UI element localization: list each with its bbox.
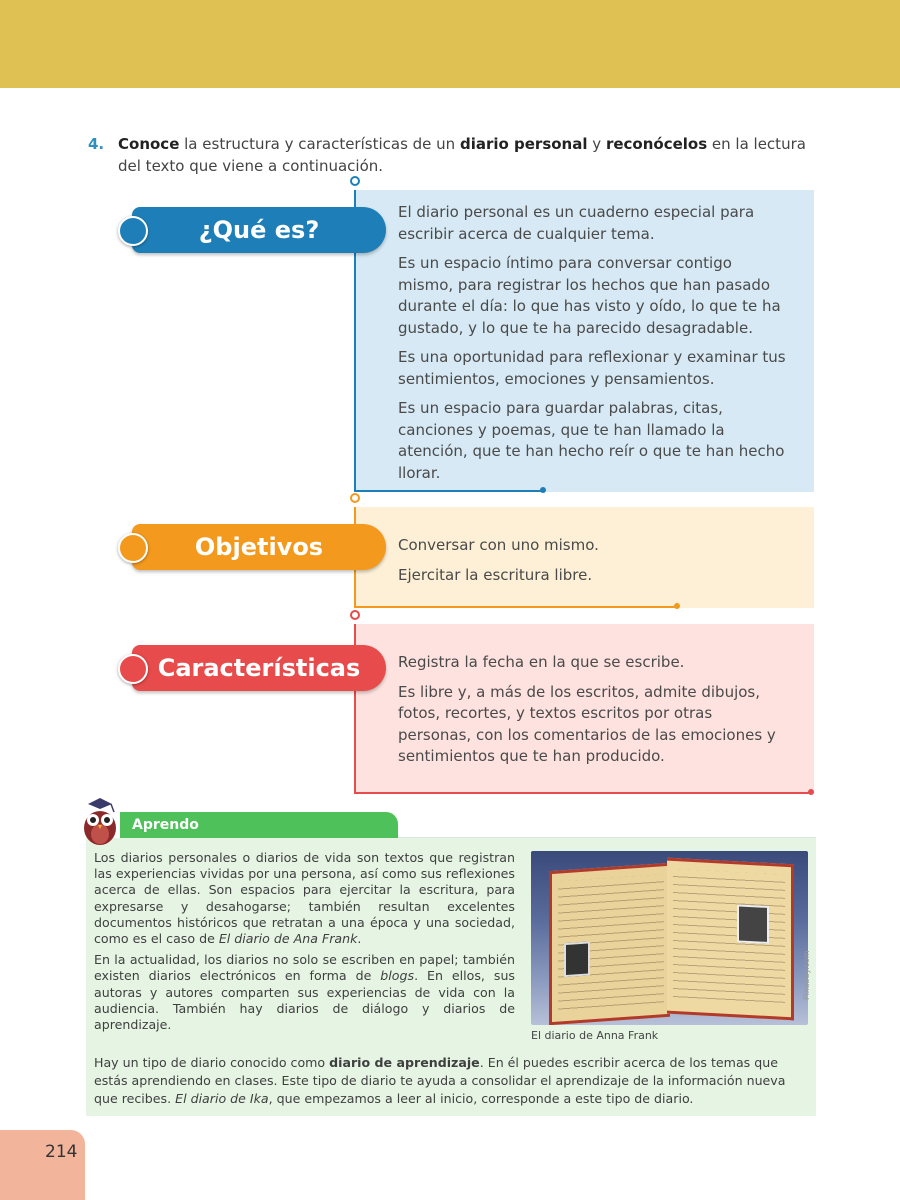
portrait-photo — [737, 904, 769, 944]
instruction-keyword: diario personal — [459, 135, 588, 153]
objective-item: Conversar con uno mismo. — [398, 536, 599, 554]
aprendo-box — [86, 812, 816, 1116]
aprendo-paragraph — [94, 1054, 808, 1108]
bullet-ball-icon — [118, 216, 148, 246]
instruction-keyword: Conoce — [118, 135, 180, 153]
text-segment: Los diarios personales o diarios de vida son textos que registran las experiencias vividas por una persona, así como sus reflexiones acerca de ellas. Son espacios para ejercitar la escritura, para expresarse y desahogarse; también resultan excelentes documentos históricos que retratan a una época y una sociedad, como es el caso de — [94, 850, 515, 947]
bullet-ball-icon — [118, 654, 148, 684]
connector-dot — [540, 487, 546, 493]
top-color-band — [0, 0, 900, 88]
photo-credit: Pixabay.com — [802, 950, 811, 1000]
page-number-tab — [0, 1130, 85, 1200]
caracteristicas-box — [354, 624, 814, 794]
connector-dot — [350, 610, 360, 620]
anna-frank-diary-photo — [531, 851, 808, 1025]
page-number: 214 — [45, 1142, 78, 1162]
connector-line — [354, 792, 812, 794]
section-title: Objetivos — [194, 533, 324, 561]
bullet-ball-icon — [118, 533, 148, 563]
characteristic-item: Es libre y, a más de los escritos, admite dibujos, fotos, recortes, y textos escritos por otras personas, con los comentarios de las emociones y sentimientos que te han producido. — [398, 682, 776, 765]
text-segment: En la actualidad, los diarios no solo se escriben en papel; también existen diarios electrónicos en forma de — [94, 952, 515, 984]
aprendo-tab — [120, 812, 398, 838]
instruction-segment: y — [587, 135, 606, 153]
characteristic-item: Registra la fecha en la que se escribe. — [398, 653, 685, 671]
definition-paragraph: El diario personal es un cuaderno especial para escribir acerca de cualquier tema. — [398, 203, 755, 243]
diary-right-page — [667, 858, 794, 1021]
instruction-segment: en la lectura del texto que viene a continuación. — [118, 135, 806, 175]
italic-term: blogs — [380, 968, 415, 984]
que-es-box — [354, 190, 814, 492]
text-segment: . En ellos, sus autoras y autores comparten sus experiencias de vida con la audiencia. También hay diarios de diálogo y diarios de aprendizaje. — [94, 968, 515, 1033]
aprendo-body — [86, 838, 816, 1116]
connector-line — [354, 606, 678, 608]
aprendo-text-column — [94, 850, 515, 1038]
instruction-segment: la estructura y características de un — [179, 135, 460, 153]
objetivos-heading — [132, 524, 386, 570]
book-title: El diario de Ika — [175, 1091, 269, 1106]
objetivos-box — [354, 507, 814, 608]
objective-item: Ejercitar la escritura libre. — [398, 565, 593, 584]
activity-number: 4. — [88, 135, 105, 153]
diary-left-page — [549, 863, 670, 1025]
connector-dot — [674, 603, 680, 609]
connector-dot — [350, 176, 360, 186]
connector-dot — [350, 493, 360, 503]
text-segment: . En él puedes escribir acerca de los temas que estás aprendiendo en clases. Este tipo de diario te ayuda a consolidar el aprendizaje de la información nueva que recibes. — [94, 1055, 786, 1106]
definition-paragraph: Es una oportunidad para reflexionar y examinar tus sentimientos, emociones y pensamientos. — [398, 348, 786, 388]
photo-stamps — [564, 941, 590, 977]
photo-caption: El diario de Anna Frank — [531, 1029, 659, 1042]
aprendo-label: Aprendo — [132, 817, 199, 833]
connector-line — [354, 490, 544, 492]
text-segment: . — [357, 931, 362, 947]
owl-mascot-icon — [78, 798, 122, 846]
instruction-text — [118, 133, 828, 177]
instruction-keyword: reconócelos — [605, 135, 708, 153]
definition-paragraph: Es un espacio para guardar palabras, citas, canciones y poemas, que te han llamado la atención, que te han hecho reír o que te han hecho llorar. — [398, 399, 785, 482]
que-es-heading — [132, 207, 386, 253]
aprendo-paragraph — [94, 850, 515, 947]
book-title: El diario de Ana Frank — [218, 931, 358, 947]
definition-paragraph: Es un espacio íntimo para conversar contigo mismo, para registrar los hechos que han pasado durante el día: lo que has visto y oído, lo que te ha gustado, y lo que te ha parecido desagradable. — [398, 254, 781, 337]
aprendo-paragraph — [94, 952, 515, 1033]
caracteristicas-heading — [132, 645, 386, 691]
text-segment: , que empezamos a leer al inicio, corresponde a este tipo de diario. — [268, 1091, 694, 1106]
section-title: Características — [157, 654, 361, 682]
keyword: diario de aprendizaje — [329, 1055, 480, 1070]
text-segment: Hay un tipo de diario conocido como — [94, 1055, 330, 1070]
connector-dot — [808, 789, 814, 795]
activity-instruction — [88, 133, 828, 177]
section-title: ¿Qué es? — [198, 216, 320, 244]
